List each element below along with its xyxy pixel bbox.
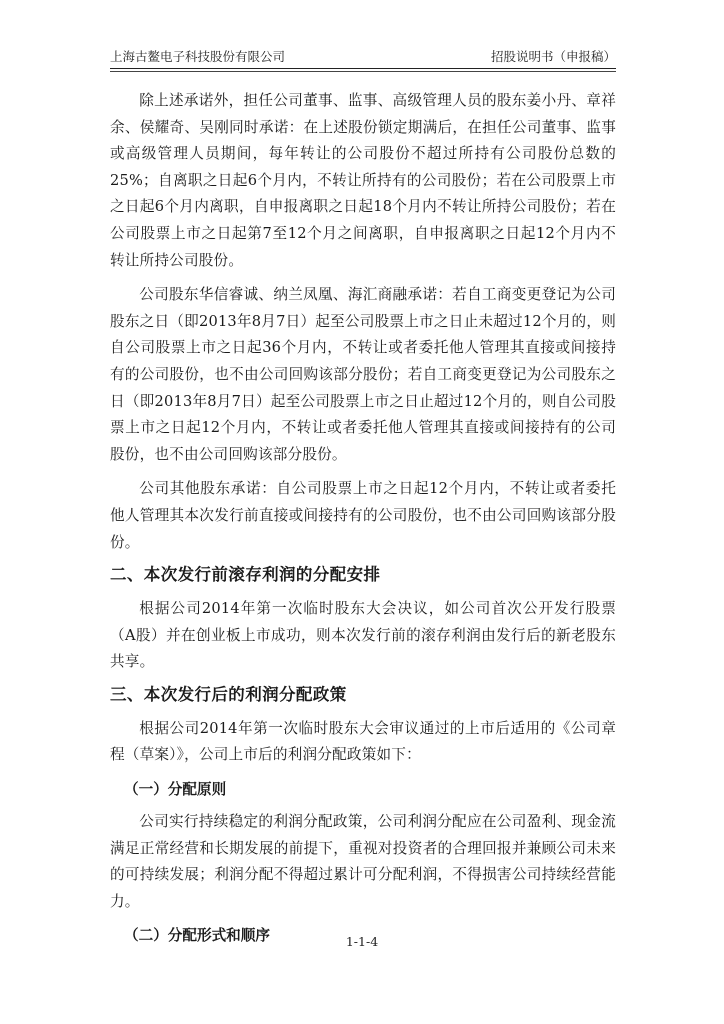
page-header <box>110 48 616 66</box>
paragraph-dividend-policy-intro: 根据公司2014年第一次临时股东大会审议通过的上市后适用的《公司章程（草案）》，公司上市后的利润分配政策如下： <box>110 719 616 764</box>
paragraph-lockup-others: 公司其他股东承诺：自公司股票上市之日起12个月内，不转让或者委托他人管理其本次发行前直接或间接持有的公司股份，也不由公司回购该部分股份。 <box>110 480 616 551</box>
paragraph-lockup-shareholders: 公司股东华信睿诚、纳兰凤凰、海汇商融承诺：若自工商变更登记为公司股东之日（即2013年8月7日）起至公司股票上市之日止未超过12个月的，则自公司股票上市之日起36个月内，不转让或者委托他人管理其直接或间接持有的公司股份，也不由公司回购该部分股份；若自工商变更登记为公司股东之日（即2013年8月7日）起至公司股票上市之日止超过12个月的，则自公司股票上市之日起12个月内，不转让或者委托他人管理其直接或间接持有的公司股份，也不由公司回购该部分股份。 <box>110 286 616 463</box>
paragraph-lockup-directors: 除上述承诺外，担任公司董事、监事、高级管理人员的股东姜小丹、章祥余、侯耀奇、吴刚同时承诺：在上述股份锁定期满后，在担任公司董事、监事或高级管理人员期间，每年转让的公司股份不超过所持有公司股份总数的25%；自离职之日起6个月内，不转让所持有的公司股份；若在公司股票上市之日起6个月内离职，自申报离职之日起18个月内不转让所持公司股份；若在公司股票上市之日起第7至12个月之间离职，自申报离职之日起12个月内不转让所持公司股份。 <box>110 92 616 269</box>
paragraph-distribution-principle: 公司实行持续稳定的利润分配政策，公司利润分配应在公司盈利、现金流满足正常经营和长期发展的前提下，重视对投资者的合理回报并兼顾公司未来的可持续发展；利润分配不得超过累计可分配利润，不得损害公司持续经营能力。 <box>110 813 616 910</box>
header-divider-thin <box>110 71 616 72</box>
subheading-distribution-form: （二）分配形式和顺序 <box>124 927 270 945</box>
header-divider <box>110 68 616 69</box>
section-heading-retained-profit: 二、本次发行前滚存利润的分配安排 <box>110 565 381 585</box>
page-content <box>110 88 616 955</box>
page-number: 1-1-4 <box>345 934 379 949</box>
subheading-distribution-principle: （一）分配原则 <box>124 781 227 799</box>
header-document-title: 招股说明书（申报稿） <box>490 49 616 64</box>
header-company-name: 上海古鳌电子科技股份有限公司 <box>110 49 286 64</box>
paragraph-retained-profit: 根据公司2014年第一次临时股东大会决议，如公司首次公开发行股票（A股）并在创业板上市成功，则本次发行前的滚存利润由发行后的新老股东共享。 <box>110 600 616 671</box>
section-heading-dividend-policy: 三、本次发行后的利润分配政策 <box>110 684 347 704</box>
